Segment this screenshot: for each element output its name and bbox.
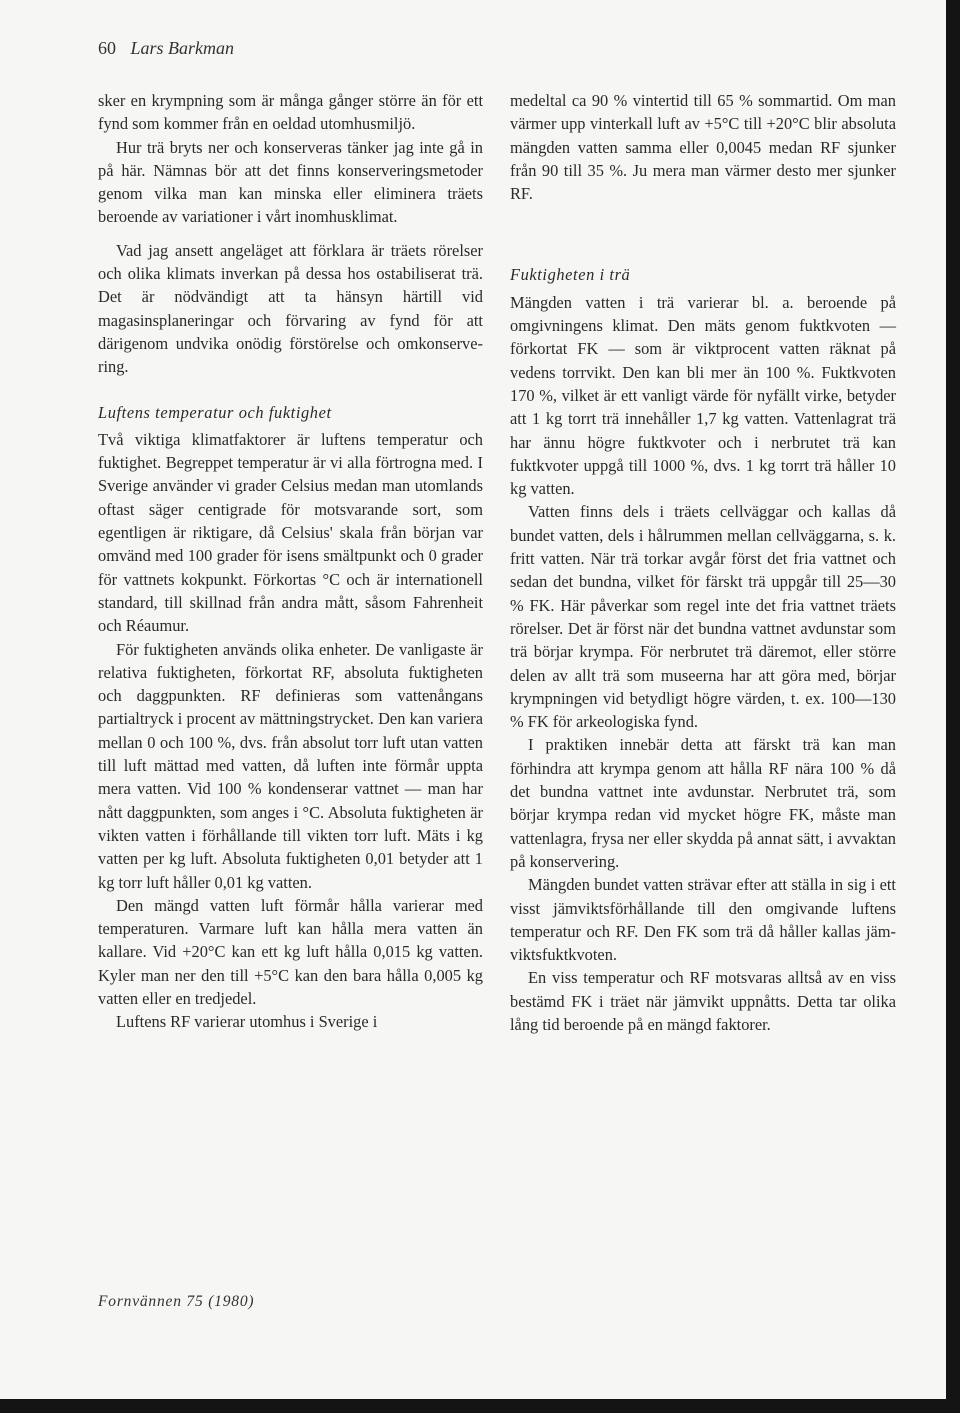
- section-heading: Fuktigheten i trä: [510, 265, 631, 285]
- paragraph: För fuktigheten används olika enheter. De vanligaste är relativa fuktigheten, förkortat RF, absoluta fuktigheten och daggpunkten. RF definieras som vattenångans partialtryck i procent av mättningstrycket. Den kan variera mellan 0 och 100 %, dvs. från absolut torr luft utan vatten till luft mättad med vatten, då luften inte förmår uppta mera vatten. Vid 100 % kondenserar vattnet — man har nått daggpunkten, som anges i °C. Absoluta fuktigheten är vikten vatten i förhållande till vikten torr luft. Mäts i kg vatten per kg luft. Absoluta fuktigheten 0,01 betyder att 1 kg torr luft håller 0,01 kg vatten.: [98, 639, 483, 892]
- running-head: [98, 38, 234, 59]
- paragraph: I praktiken innebär detta att färskt trä kan man förhindra att krympa genom att hålla RF nära 100 % då det bundna vattnet inte avdunstar. Nerbrutet trä, som börjar krympa redan vid mycket högre FK, måste man vattenlagra, frysa ner eller skydda på annat sätt, i avvaktan på konservering.: [510, 735, 896, 871]
- right-column: [510, 89, 896, 1036]
- paragraph: sker en krympning som är många gånger större än för ett fynd som kommer från en oeldad utomhusmiljö.: [98, 91, 483, 134]
- paragraph: Vatten finns dels i träets cellväggar och kallas då bundet vatten, dels i hålrummen mellan cellväggarna, s. k. fritt vatten. När trä torkar avgår först det fria vattnet och sedan det bundna, vilket för färskt trä uppgår till 25—30 % FK. Här påverkar som regel inte det fria vattnet träets rörelser. Det är först när det bundna vattnet avdunstar som trä börjar krympa. För nerbrutet trä däremot, eller större delen av allt trä som museerna har att göra med, börjar krympningen vid betydligt högre värden, t. ex. 100—130 % FK för arkeologiska fynd.: [510, 502, 896, 732]
- paragraph: Två viktiga klimatfaktorer är luftens temperatur och fuktighet. Begreppet temperatur är vi alla förtrogna med. I Sverige använder vi grader Celsius medan man utomlands oftast säger centigrade för motsvarande sort, som egentligen är riktigare, då Celsius' skala från början var omvänd med 100 grader för isens smältpunkt och 0 grader för vattnets kokpunkt. Förkortas °C och är internationell standard, till skillnad från andra mått, såsom Fahrenheit och Réaumur.: [98, 429, 483, 636]
- paragraph: Mängden vatten i trä varierar bl. a. beroende på omgivningens klimat. Den mäts genom fuktkvoten — förkortat FK — som är viktprocent vatten räknat på vedens torrvikt. Den kan bli mer än 100 %. Fuktkvoten 170 %, vilket är ett vanligt värde för nyfällt virke, betyder att 1 kg torrt trä innehåller 1,7 kg vatten. Vattenlagrat trä har ännu högre fuktkvoter och i nerbrutet trä kan fuktkvoter uppgå till 1000 %, dvs. 1 kg torrt trä håller 10 kg vatten.: [510, 292, 896, 499]
- paragraph: Mängden bundet vatten strävar efter att ställa in sig i ett visst jämviktsförhållande till den omgivande luftens temperatur och RF. Den FK som trä då håller kallas jämviktsfuktkvoten.: [510, 875, 896, 965]
- section-heading: Luftens temperatur och fuktighet: [98, 402, 332, 422]
- left-column: [98, 89, 483, 1034]
- paragraph: medeltal ca 90 % vintertid till 65 % sommartid. Om man värmer upp vinterkall luft av +5°C till +20°C blir absoluta mängden vatten samma eller 0,0045 medan RF sjunker från 90 till 35 %. Ju mera man värmer desto mer sjunker RF.: [510, 91, 896, 204]
- paragraph: Den mängd vatten luft förmår hålla varierar med temperaturen. Varmare luft kan hålla mera vatten än kallare. Vid +20°C kan ett kg luft hålla 0,015 kg vatten. Kyler man ner den till +5°C kan den bara hålla 0,005 kg vatten eller en tredjedel.: [98, 895, 483, 1008]
- page-number: 60: [98, 38, 116, 58]
- journal-footer: Fornvännen 75 (1980): [98, 1293, 255, 1310]
- paragraph: Vad jag ansett angeläget att förklara är träets rörelser och olika klimats inverkan på dessa hos ostabiliserat trä. Det är nödvändigt att ta hänsyn härtill vid magasinsplaneringar och förvaring av fynd för att därigenom undvika onödig förstörelse och omkonservering.: [98, 240, 483, 377]
- paragraph: En viss temperatur och RF motsvaras alltså av en viss bestämd FK i träet när jämvikt uppnåtts. Detta tar olika lång tid beroende på en mängd faktorer.: [510, 968, 896, 1034]
- paragraph: Luftens RF varierar utomhus i Sverige i: [116, 1012, 378, 1032]
- running-head-author: Lars Barkman: [130, 38, 235, 58]
- paragraph: Hur trä bryts ner och konserveras tänker jag inte gå in på här. Nämnas bör att det finns konserveringsmetoder genom vilka man kan minska eller eliminera träets beroende av variationer i vårt inomhusklimat.: [98, 137, 483, 227]
